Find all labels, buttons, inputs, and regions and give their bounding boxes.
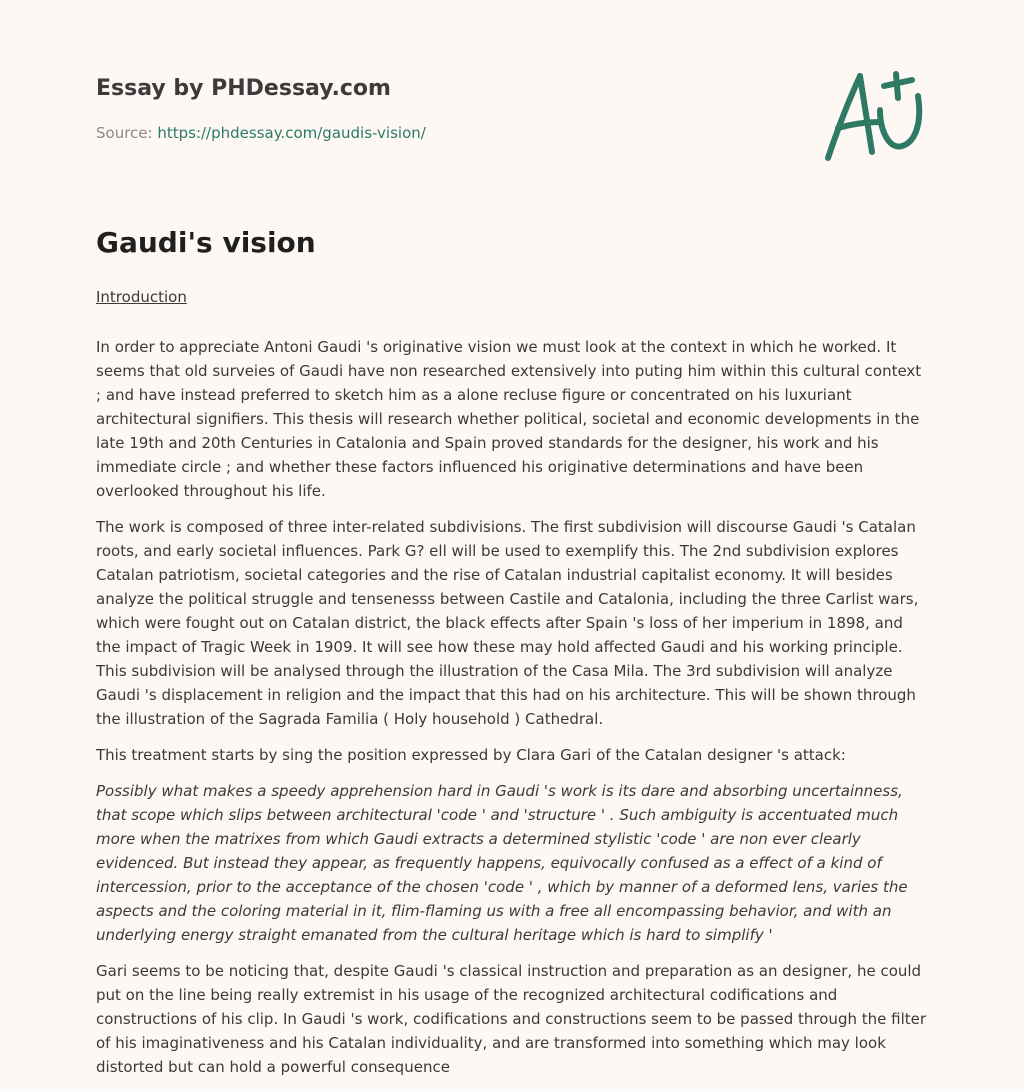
paragraph-2: The work is composed of three inter-related subdivisions. The first subdivision will discourse Gaudi 's Catalan roots, and early societal influences. Park G? ell will be used to exemplify this. The 2nd subdivision explores Catalan patriotism, societal categories and the rise of Catalan industrial capitalist economy. It will besides analyze the political struggle and tensenesss between Castile and Catalonia, including the three Carlist wars, which were fought out on Catalan district, the black effects after Spain 's loss of her imperium in 1898, and the impact of Tragic Week in 1909. It will see how these may hold affected Gaudi and his working principle. This subdivision will be analysed through the illustration of the Casa Mila. The 3rd subdivision will analyze Gaudi 's displacement in religion and the impact that this had on his architecture. This will be shown through the illustration of the Sagrada Familia ( Holy household ) Cathedral. <box>96 518 919 728</box>
a-plus-logo-icon <box>818 66 928 166</box>
source-link[interactable]: https://phdessay.com/gaudis-vision/ <box>157 124 426 142</box>
paragraph-1: In order to appreciate Antoni Gaudi 's originative vision we must look at the context in which he worked. It seems that old surveies of Gaudi have non researched extensively into puting him within this cultural context ; and have instead preferred to sketch him as a alone recluse figure or concentrated on his luxuriant architectural signifiers. This thesis will research whether political, societal and economic developments in the late 19th and 20th Centuries in Catalonia and Spain proved standards for the designer, his work and his immediate circle ; and whether these factors influenced his originative determinations and have been overlooked throughout his life. <box>96 338 922 500</box>
source-label: Source: <box>96 124 158 142</box>
paragraph-3: This treatment starts by sing the position expressed by Clara Gari of the Catalan designer 's attack: <box>96 746 846 764</box>
paragraph-5: Gari seems to be noticing that, despite Gaudi 's classical instruction and preparation as an designer, he could put on the line being really extremist in his usage of the recognized architectural codifications and constructions of his clip. In Gaudi 's work, codifications and constructions seem to be passed through the filter of his imaginativeness and his Catalan individuality, and are transformed into something which may look distorted but can hold a powerful consequence <box>96 962 927 1076</box>
section-heading-introduction: Introduction <box>96 288 187 306</box>
block-quote: Possibly what makes a speedy apprehension hard in Gaudi 's work is its dare and absorbing uncertainness, that scope which slips between architectural 'code ' and 'structure ' . Such ambiguity is accentuated much more when the matrixes from which Gaudi extracts a determined stylistic 'code ' are non ever clearly evidenced. But instead they appear, as frequently happens, equivocally confused as a effect of a kind of intercession, prior to the acceptance of the chosen 'code ' , which by manner of a deformed lens, varies the aspects and the coloring material in it, flim-flaming us with a free all encompassing behavior, and with an underlying energy straight emanated from the cultural heritage which is hard to simplify ' <box>96 782 908 944</box>
site-brand: Essay by PHDessay.com <box>96 76 391 101</box>
source-line <box>96 124 426 142</box>
essay-title: Gaudi's vision <box>96 226 316 259</box>
essay-body <box>96 287 930 1091</box>
